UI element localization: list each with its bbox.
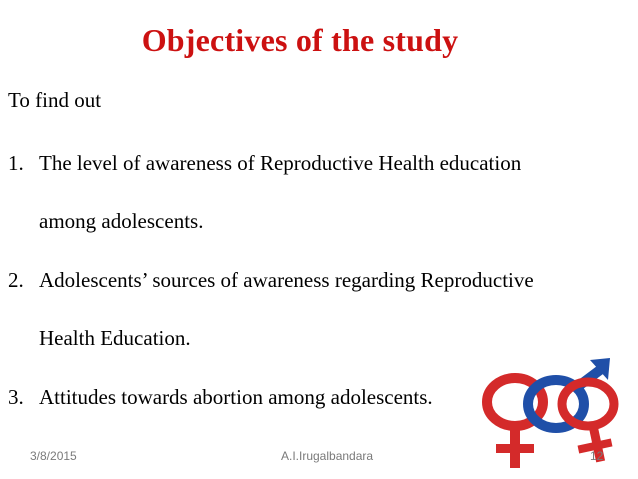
item-text-line1: Adolescents’ sources of awareness regarding Reproductive [39, 268, 534, 292]
footer-page-number: 12 [590, 449, 604, 463]
item-number: 1. [8, 151, 24, 175]
footer-date: 3/8/2015 [30, 449, 77, 463]
item-number: 2. [8, 268, 24, 292]
item-text-line1: Attitudes towards abortion among adolescents. [39, 385, 433, 409]
item-text-line1: The level of awareness of Reproductive Health education [39, 151, 522, 175]
item-number: 3. [8, 385, 24, 409]
gender-symbols-graphic [470, 352, 638, 479]
item-text-line2: Health Education. [39, 326, 191, 350]
slide-title: Objectives of the study [141, 22, 459, 58]
female-symbol-icon [562, 382, 614, 462]
footer-author: A.I.Irugalbandara [281, 449, 374, 463]
item-text-line2: among adolescents. [39, 209, 204, 233]
intro-text: To find out [8, 88, 102, 112]
